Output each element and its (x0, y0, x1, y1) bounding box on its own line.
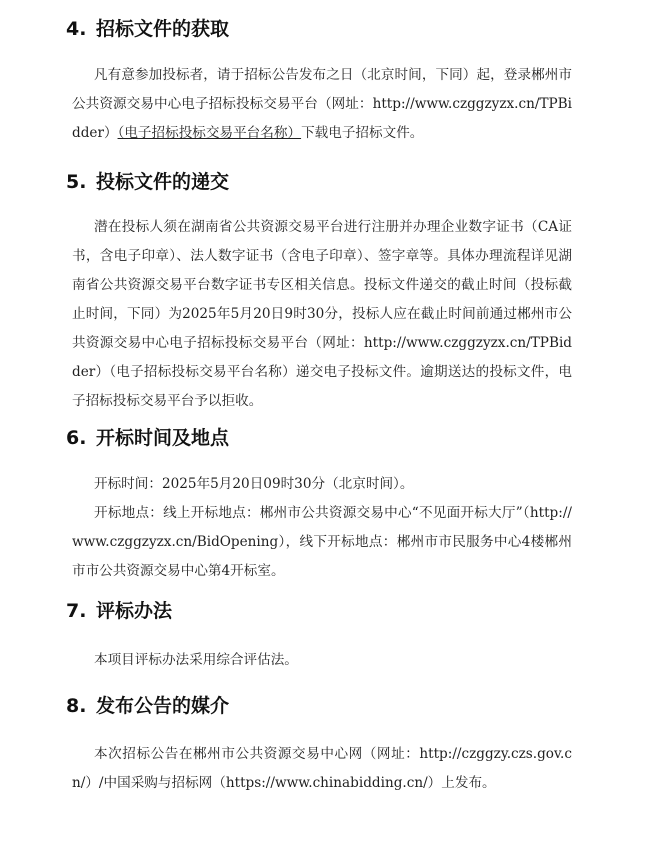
section-7-number: 7. (66, 600, 87, 622)
section-6-location: 开标地点：线上开标地点：郴州市公共资源交易中心“不见面开标大厅”（http://www.czggzyzx.cn/BidOpening），线下开标地点：郴州市市民服务中心4楼郴州市市公共资源交易中心第4开标室。 (72, 505, 572, 579)
section-4-title: 招标文件的获取 (96, 18, 230, 40)
section-5-heading (66, 170, 229, 194)
section-6-title: 开标时间及地点 (96, 427, 230, 449)
section-6-number: 6. (66, 427, 87, 449)
section-8-number: 8. (66, 695, 87, 717)
section-4-text-a: 凡有意参加投标者，请于招标公告发布之日（北京时间，下同）起，登录郴州市公共资源交易中心电子招标投标交易平台（网址：http://www.czggzyzx.cn/TPBidder） (72, 67, 572, 141)
section-8-title: 发布公告的媒介 (96, 695, 230, 717)
section-4-number: 4. (66, 18, 87, 40)
section-4-platform-name: （电子招标投标交易平台名称） (117, 125, 302, 141)
section-4-paragraph (72, 61, 572, 148)
section-6-heading (66, 426, 229, 450)
section-4-heading (66, 17, 229, 41)
section-6-time: 开标时间：2025年5月20日09时30分（北京时间）。 (94, 476, 414, 492)
section-8-heading (66, 694, 229, 718)
section-7-title: 评标办法 (96, 600, 173, 622)
section-7-heading (66, 599, 172, 623)
section-4-text-b: 下载电子招标文件。 (301, 125, 424, 141)
section-5-number: 5. (66, 171, 87, 193)
section-5-title: 投标文件的递交 (96, 171, 230, 193)
section-5-paragraph: 潜在投标人须在湖南省公共资源交易平台进行注册并办理企业数字证书（CA证书，含电子印章）、法人数字证书（含电子印章）、签字章等。具体办理流程详见湖南省公共资源交易平台数字证书专区相关信息。投标文件递交的截止时间（投标截止时间，下同）为2025年5月20日9时30分，投标人应在截止时间前通过郴州市公共资源交易中心电子招标投标交易平台（网址：http://www.czggzyzx.cn/TPBidder）（电子招标投标交易平台名称）递交电子投标文件。逾期送达的投标文件，电子招标投标交易平台予以拒收。 (72, 219, 572, 409)
section-8-paragraph: 本次招标公告在郴州市公共资源交易中心网（网址：http://czggzy.czs.gov.cn/）/中国采购与招标网（https://www.chinabidding.cn/）上发布。 (72, 746, 572, 791)
section-7-paragraph: 本项目评标办法采用综合评估法。 (94, 652, 298, 668)
